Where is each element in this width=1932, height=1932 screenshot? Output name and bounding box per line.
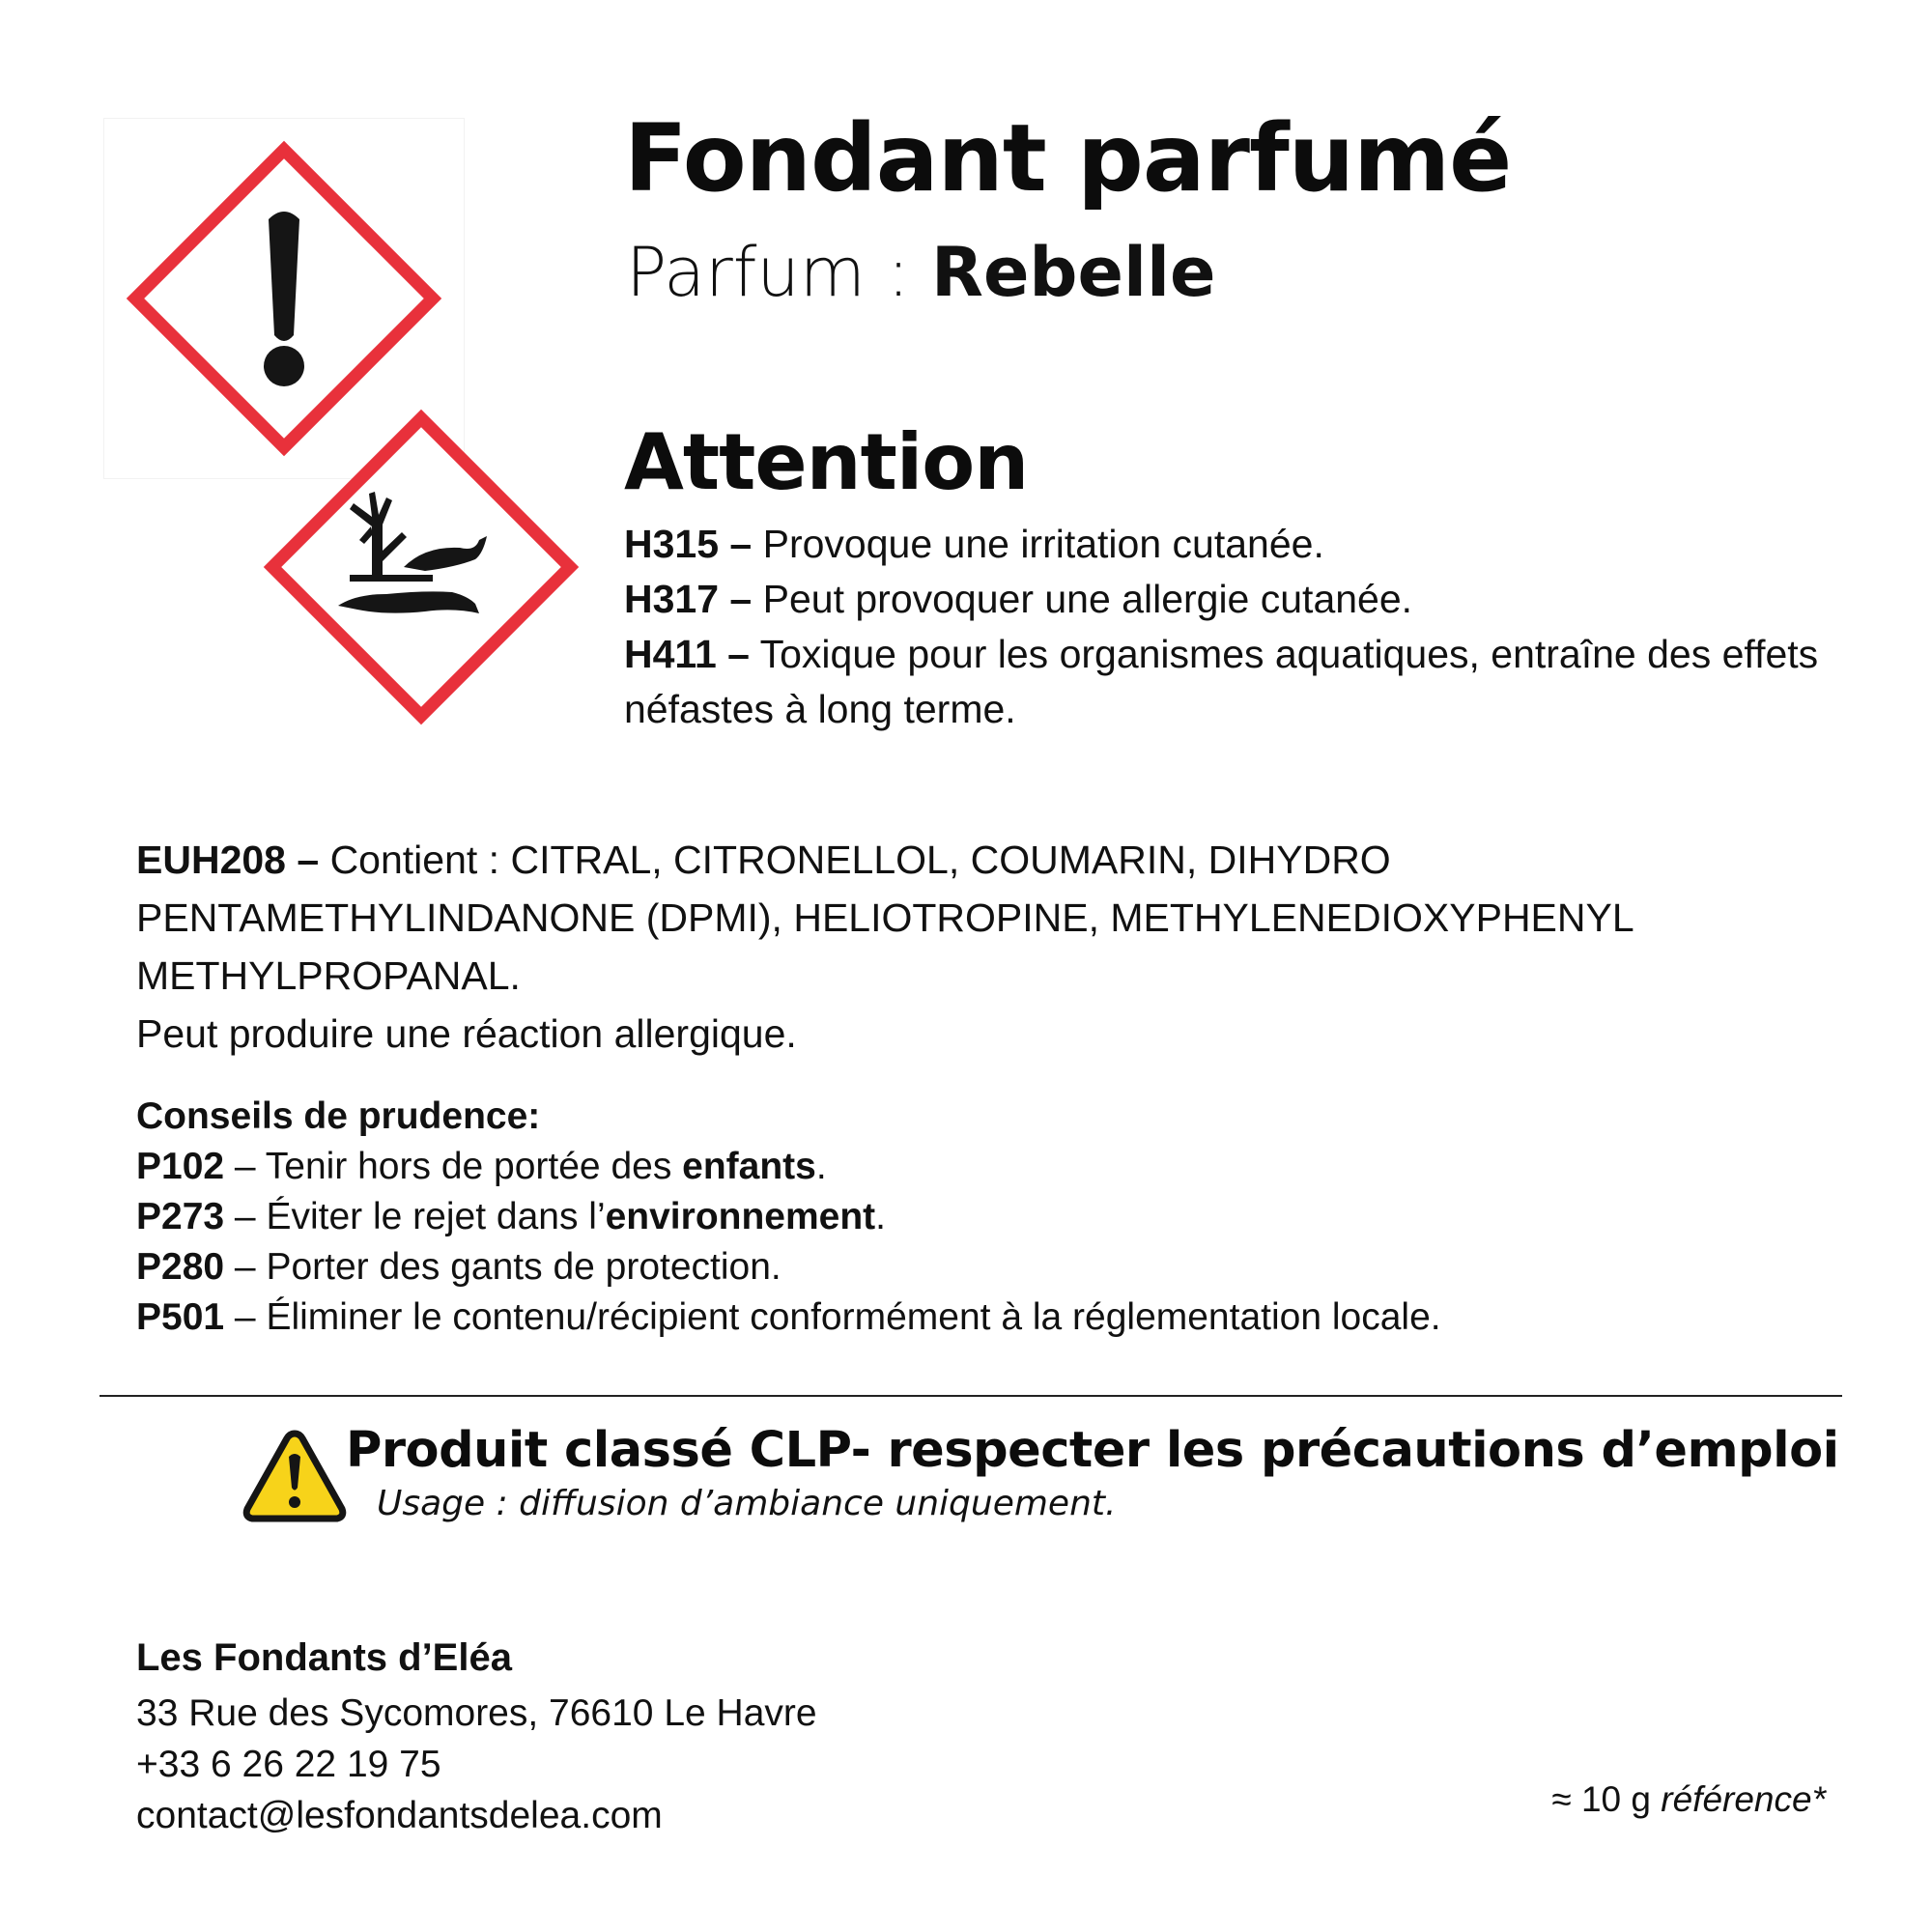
warning-triangle-icon (242, 1428, 348, 1524)
precaution-code: P501 (136, 1296, 225, 1338)
net-weight (1551, 1779, 1826, 1820)
fragrance-line (626, 233, 1216, 312)
clp-usage-note: Usage : diffusion d’ambiance uniquement. (377, 1484, 1117, 1523)
euh208-note: Peut produire une réaction allergique. (136, 1011, 797, 1056)
signal-word: Attention (624, 417, 1029, 507)
precaution-item (136, 1242, 1865, 1293)
precaution-text-end: . (875, 1196, 887, 1237)
hazard-code: H411 – (624, 632, 750, 676)
hazard-statement (624, 627, 1870, 737)
precaution-text: – Tenir hors de portée des (224, 1146, 683, 1187)
hazard-pictograms (97, 111, 580, 729)
precaution-code: P280 (136, 1246, 225, 1288)
weight-value: ≈ 10 g (1551, 1779, 1651, 1819)
precaution-emphasis: environnement (605, 1196, 876, 1237)
precaution-text-end: . (815, 1146, 827, 1187)
product-title: Fondant parfumé (624, 104, 1512, 213)
section-divider (99, 1395, 1842, 1397)
hazard-code: H315 – (624, 522, 753, 566)
precaution-item (136, 1293, 1865, 1343)
precaution-code: P273 (136, 1196, 225, 1237)
hazard-text: Provoque une irritation cutanée. (762, 522, 1324, 566)
company-address: 33 Rue des Sycomores, 76610 Le Havre (136, 1692, 817, 1734)
hazard-statements (624, 517, 1870, 737)
fragrance-label: Parfum : (626, 233, 910, 312)
weight-label: référence* (1661, 1779, 1826, 1819)
clp-notice-title: Produit classé CLP- respecter les précautions d’emploi (346, 1422, 1839, 1479)
precaution-text: – Porter des gants de protection. (224, 1246, 781, 1288)
precaution-item (136, 1142, 1865, 1192)
precaution-code: P102 (136, 1146, 225, 1187)
fragrance-name: Rebelle (931, 233, 1216, 312)
precaution-text: – Éliminer le contenu/récipient conformément à la réglementation locale. (224, 1296, 1441, 1338)
hazard-text: Peut provoquer une allergie cutanée. (762, 577, 1413, 621)
hazard-statement (624, 572, 1870, 627)
precaution-text: – Éviter le rejet dans l’ (224, 1196, 606, 1237)
precaution-item (136, 1192, 1865, 1242)
euh208-text: Contient : CITRAL, CITRONELLOL, COUMARIN, DIHYDRO PENTAMETHYLINDANONE (DPMI), HELIOTROPINE, METHYLENEDIOXYPHENYL METHYLPROPANAL. (136, 838, 1634, 998)
euh208-statement (136, 831, 1865, 1063)
company-name: Les Fondants d’Eléa (136, 1636, 512, 1679)
precautionary-heading: Conseils de prudence: (136, 1095, 541, 1137)
euh208-code: EUH208 – (136, 838, 320, 882)
hazard-statement (624, 517, 1870, 572)
precaution-emphasis: enfants (682, 1146, 816, 1187)
hazard-text: Toxique pour les organismes aquatiques, entraîne des effets néfastes à long terme. (624, 632, 1819, 731)
company-email: contact@lesfondantsdelea.com (136, 1795, 663, 1836)
environment-hazard-icon (272, 418, 570, 716)
company-phone: +33 6 26 22 19 75 (136, 1744, 441, 1785)
precautionary-statements (136, 1092, 1865, 1343)
hazard-code: H317 – (624, 577, 753, 621)
euh208-content (136, 831, 1865, 1005)
exclamation-mark-icon (135, 150, 433, 447)
company-info (136, 1633, 817, 1841)
